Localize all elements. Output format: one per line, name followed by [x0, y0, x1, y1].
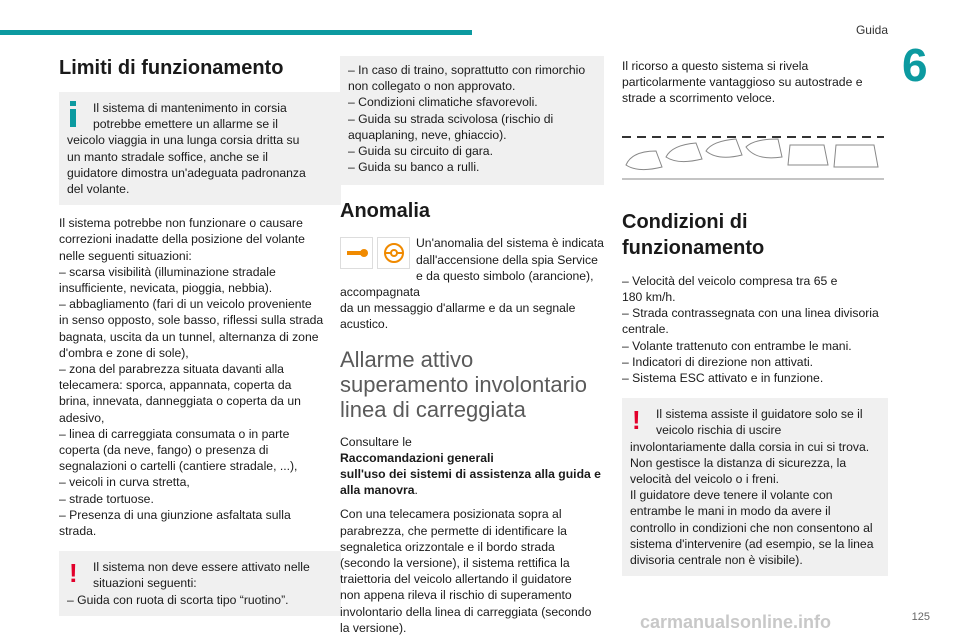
anomaly-title: Anomalia	[340, 200, 431, 223]
text-line: Con una telecamera posizionata sopra al	[340, 507, 562, 522]
info-icon	[69, 101, 77, 129]
text-line: Il sistema non deve essere attivato nelle	[93, 560, 310, 575]
text-line: – scarsa visibilità (illuminazione stradale	[59, 264, 276, 279]
text-line: non collegato o non approvato.	[348, 79, 516, 94]
text-line: d'ombra e zone di sole),	[59, 345, 189, 360]
text-line: – Guida su strada scivolosa (rischio di	[348, 111, 554, 126]
consult-paragraph	[340, 434, 604, 499]
conditions-title	[622, 209, 888, 261]
text-line: involontariamente dalla corsia in cui si trova.	[630, 439, 870, 454]
text-line: controllo in condizioni che non consentono al	[630, 520, 873, 535]
section-label: Guida	[855, 23, 888, 37]
text-line: nelle seguenti situazioni:	[59, 248, 192, 263]
text-line: telecamera: sporca, appannata, coperta da	[59, 378, 292, 393]
text-line: – Volante trattenuto con entrambe le mani.	[622, 338, 852, 353]
text-line: – abbagliamento (fari di un veicolo proveniente	[59, 297, 312, 312]
text-line: dall'accensione della spia Service	[416, 252, 598, 267]
text-line: veicolo rischia di uscire	[656, 423, 782, 438]
text-line: traiettoria del veicolo allertando il guidatore	[340, 572, 572, 587]
warning-box-2	[622, 398, 888, 576]
text-line: parabrezza, che permette di identificare la	[340, 523, 567, 538]
text-line: funzionamento	[622, 236, 765, 259]
text-line: – Velocità del veicolo compresa tra 65 e	[622, 273, 838, 288]
warning-box	[59, 551, 341, 616]
text-line: – In caso di traino, soprattutto con rimorchio	[348, 63, 586, 77]
text-line: (secondo la versione), il sistema rettifica la	[340, 556, 570, 571]
text-line: 180 km/h.	[622, 290, 676, 305]
limits-body	[59, 215, 341, 539]
page-number: 125	[911, 611, 930, 623]
text-line: in senso opposto, sole basso, riflessi sulla strada	[59, 313, 324, 328]
text-line: Allarme attivo	[340, 346, 474, 372]
column-1	[59, 50, 341, 626]
intro-text	[622, 58, 888, 107]
text-line: – veicoli in curva stretta,	[59, 475, 190, 490]
lane-keep-illustration	[622, 121, 884, 183]
anomaly-icons	[340, 237, 410, 269]
text-line: potrebbe emettere un allarme se il	[93, 117, 278, 132]
text-line: Condizioni di	[622, 210, 748, 233]
text-line: Il ricorso a questo sistema si rivela	[622, 59, 809, 73]
warning-text-2	[630, 406, 880, 568]
text-line: – Condizioni climatiche sfavorevoli.	[348, 95, 538, 110]
text-line: Non gestisce la distanza di sicurezza, la	[630, 455, 847, 470]
text-line: la versione).	[340, 620, 407, 635]
wrench-icon	[340, 237, 373, 269]
text-line: involontario della linea di carreggiata (secondo	[340, 604, 592, 619]
alarm-title	[340, 347, 604, 422]
text-line: segnaletica orizzontale e il bordo strada	[340, 539, 555, 554]
text-line: un manto stradale soffice, anche se il	[67, 149, 268, 164]
text-line: guidatore dimostra un'adeguata padronanza	[67, 165, 306, 180]
text-line: – Guida su circuito di gara.	[348, 144, 493, 159]
text-line: acustico.	[340, 317, 389, 332]
conditions-text	[348, 62, 596, 175]
column-2	[340, 56, 604, 636]
text-line: correzioni inadatte della posizione del volante	[59, 232, 305, 247]
header-accent-bar	[0, 30, 472, 35]
text-line: non appena rileva il rischio di superamento	[340, 588, 572, 603]
text-line: – linea di carreggiata consumata o in parte	[59, 426, 290, 441]
text-line: – Strada contrassegnata con una linea divisoria	[622, 306, 879, 321]
text-line: – Indicatori di direzione non attivati.	[622, 354, 814, 369]
text-line: particolarmente vantaggioso su autostrade e	[622, 75, 863, 90]
text-line: da un messaggio d'allarme e da un segnale	[340, 301, 576, 316]
warning-icon: !	[69, 558, 78, 589]
info-box	[59, 92, 341, 205]
consult-suffix: .	[414, 483, 418, 498]
text-line: – zona del parabrezza situata davanti alla	[59, 362, 284, 377]
conditions-box	[340, 56, 604, 185]
text-line: strade a scorrimento veloce.	[622, 91, 776, 106]
text-line: – strade tortuose.	[59, 491, 154, 506]
text-line: adesivo,	[59, 410, 105, 425]
warning-icon: !	[632, 405, 641, 436]
text-line: Il sistema assiste il guidatore solo se il	[656, 407, 863, 422]
text-line: Un'anomalia del sistema è indicata	[416, 236, 604, 251]
text-line: Raccomandazioni generali	[340, 450, 494, 465]
text-line: Il sistema di mantenimento in corsia	[93, 101, 287, 115]
limits-title: Limiti di funzionamento	[59, 57, 284, 79]
text-line: – Guida con ruota di scorta tipo “ruotino”.	[67, 592, 289, 607]
text-line: alla manovra	[340, 483, 415, 498]
text-line: strada.	[59, 524, 97, 539]
text-line: superamento involontario	[340, 371, 588, 397]
text-line: – Sistema ESC attivato e in funzione.	[622, 371, 824, 386]
alarm-body	[340, 506, 604, 636]
text-line: sull'uso dei sistemi di assistenza alla guida e	[340, 467, 601, 482]
text-line: linea di carreggiata	[340, 396, 526, 422]
text-line: e da questo simbolo (arancione), accompagnata	[340, 268, 594, 300]
text-line: coperta (da neve, fango) o presenza di	[59, 443, 269, 458]
watermark: carmanualsonline.info	[640, 612, 832, 632]
column-3	[622, 58, 888, 586]
text-line: segnalazioni o cartelli (cantiere stradale, ...),	[59, 459, 298, 474]
text-line: insufficiente, nevicata, pioggia, nebbia).	[59, 281, 273, 296]
steering-wheel-icon	[377, 237, 410, 269]
conditions-list	[622, 273, 888, 386]
text-line: entrambe le mani in modo da avere il	[630, 504, 831, 519]
text-line: centrale.	[622, 322, 669, 337]
text-line: sistema d'intervenire (ad esempio, se la linea	[630, 536, 874, 551]
warning-text	[67, 559, 333, 608]
info-text	[67, 100, 333, 197]
text-line: – Presenza di una giunzione asfaltata sulla	[59, 507, 291, 522]
text-line: Il guidatore deve tenere il volante con	[630, 488, 833, 503]
text-line: brina, innevata, danneggiata o coperta da un	[59, 394, 301, 409]
text-line: del volante.	[67, 182, 130, 197]
text-line: – Guida su banco a rulli.	[348, 160, 480, 175]
consult-link-text	[340, 450, 604, 497]
text-line: Il sistema potrebbe non funzionare o causare	[59, 216, 303, 231]
chapter-number: 6	[902, 39, 928, 91]
text-line: velocità del veicolo o i freni.	[630, 472, 780, 487]
text-line: divisoria centrale non è visibile).	[630, 553, 803, 568]
consult-prefix: Consultare le	[340, 434, 412, 449]
text-line: bagnata, uscita da un tunnel, alternanza di zone	[59, 329, 319, 344]
text-line: aquaplaning, neve, ghiaccio).	[348, 127, 507, 142]
text-line: situazioni seguenti:	[93, 576, 197, 591]
text-line: veicolo viaggia in una lunga corsia dritta su	[67, 133, 300, 148]
